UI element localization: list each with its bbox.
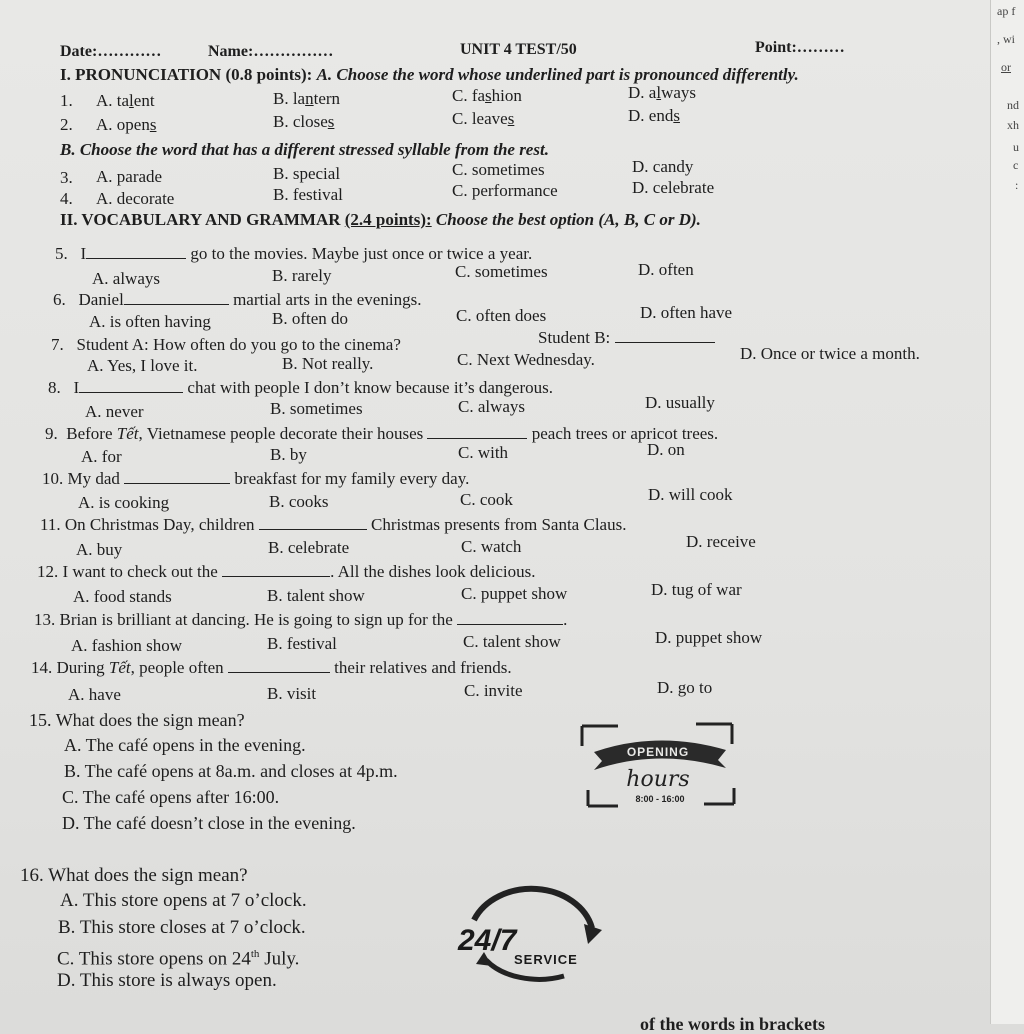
service-text: SERVICE bbox=[514, 952, 578, 967]
question-12-option-d: D. tug of war bbox=[651, 580, 742, 599]
question-6-option-a: A. is often having bbox=[89, 312, 211, 331]
question-15-stem: 15. What does the sign mean? bbox=[29, 710, 245, 730]
question-12-option-b: B. talent show bbox=[267, 586, 365, 605]
question-15-option-d: D. The café doesn’t close in the evening. bbox=[62, 813, 356, 833]
answer-blank bbox=[228, 658, 330, 673]
question-4-option-c: C. performance bbox=[452, 181, 558, 200]
answer-blank bbox=[86, 244, 186, 259]
question-1-option-c: C. fashion bbox=[452, 86, 522, 105]
question-2-number: 2. bbox=[60, 115, 73, 134]
section-2-heading bbox=[60, 210, 701, 230]
question-10-option-a: A. is cooking bbox=[78, 493, 170, 512]
question-3-option-c: C. sometimes bbox=[452, 160, 545, 179]
question-7-student-b: Student B: bbox=[538, 328, 715, 348]
question-9-option-a: A. for bbox=[81, 447, 122, 466]
question-2-option-c: C. leaves bbox=[452, 109, 515, 128]
question-13-option-a: A. fashion show bbox=[71, 636, 182, 655]
twenty-four-seven-text: 24/7 bbox=[458, 924, 517, 957]
question-5-option-b: B. rarely bbox=[272, 266, 332, 285]
question-7-option-c: C. Next Wednesday. bbox=[457, 350, 595, 369]
opening-banner-text: OPENING bbox=[626, 745, 690, 759]
question-15-option-a: A. The café opens in the evening. bbox=[64, 735, 306, 755]
edge-fragment: or bbox=[1001, 60, 1011, 74]
answer-blank bbox=[457, 610, 563, 625]
question-2-option-a: A. opens bbox=[96, 115, 157, 134]
question-10-option-c: C. cook bbox=[460, 490, 513, 509]
question-11-option-b: B. celebrate bbox=[268, 538, 350, 557]
question-2-option-d: D. ends bbox=[628, 106, 680, 125]
question-9-stem: 9. Before Tết, Vietnamese people decorate their houses peach trees or apricot trees. bbox=[45, 424, 719, 443]
section-2-title: II. VOCABULARY AND GRAMMAR bbox=[60, 210, 341, 229]
answer-blank bbox=[124, 469, 230, 484]
question-10-stem: 10. My dad breakfast for my family every day. bbox=[42, 469, 470, 488]
question-16-option-a: A. This store opens at 7 o’clock. bbox=[60, 890, 307, 911]
question-5-option-c: C. sometimes bbox=[455, 262, 548, 281]
question-1-option-a: A. talent bbox=[96, 91, 155, 110]
question-16-option-d: D. This store is always open. bbox=[57, 970, 277, 991]
question-5-option-a: A. always bbox=[92, 269, 160, 288]
question-15-option-c: C. The café opens after 16:00. bbox=[62, 787, 280, 807]
question-3-number: 3. bbox=[60, 168, 73, 187]
question-6-option-c: C. often does bbox=[456, 306, 547, 325]
question-1-option-d: D. always bbox=[628, 83, 697, 102]
question-6-option-d: D. often have bbox=[640, 303, 733, 322]
question-10-option-b: B. cooks bbox=[269, 492, 329, 511]
question-8-stem: 8. I chat with people I don’t know because it’s dangerous. bbox=[48, 378, 553, 397]
question-7-option-d: D. Once or twice a month. bbox=[740, 344, 920, 363]
name-field: Name:…………… bbox=[208, 43, 334, 60]
question-12-stem: 12. I want to check out the . All the dishes look delicious. bbox=[37, 562, 536, 581]
question-14-option-c: C. invite bbox=[464, 681, 523, 700]
answer-blank bbox=[222, 562, 330, 577]
question-4-number: 4. bbox=[60, 189, 73, 208]
hours-times: 8:00 - 16:00 bbox=[635, 794, 685, 804]
section-1-title: I. PRONUNCIATION (0.8 points): bbox=[60, 65, 313, 84]
question-13-option-c: C. talent show bbox=[463, 632, 561, 651]
answer-blank bbox=[259, 515, 367, 530]
question-12-option-c: C. puppet show bbox=[461, 584, 568, 603]
section-1-heading bbox=[60, 65, 799, 85]
question-3-option-a: A. parade bbox=[96, 167, 163, 186]
question-13-stem: 13. Brian is brilliant at dancing. He is going to sign up for the . bbox=[34, 610, 568, 629]
question-8-option-b: B. sometimes bbox=[270, 399, 363, 418]
question-8-option-d: D. usually bbox=[645, 393, 715, 412]
question-3-option-d: D. candy bbox=[632, 157, 694, 176]
edge-fragment: ap f bbox=[997, 4, 1016, 18]
adjacent-page-edge bbox=[990, 0, 1024, 1024]
question-5-option-d: D. often bbox=[638, 260, 694, 279]
question-11-option-c: C. watch bbox=[461, 537, 522, 556]
question-3-option-b: B. special bbox=[273, 164, 341, 183]
question-7-stem: 7. Student A: How often do you go to the cinema? bbox=[51, 335, 401, 354]
question-14-option-a: A. have bbox=[68, 685, 121, 704]
question-7-option-a: A. Yes, I love it. bbox=[87, 356, 198, 375]
answer-blank bbox=[124, 290, 229, 305]
edge-fragment: : bbox=[1015, 178, 1019, 192]
question-5-stem: 5. I go to the movies. Maybe just once or twice a year. bbox=[55, 244, 533, 263]
question-6-stem: 6. Daniel martial arts in the evenings. bbox=[53, 290, 422, 309]
answer-blank bbox=[615, 328, 715, 343]
question-4-option-a: A. decorate bbox=[96, 189, 175, 208]
edge-fragment: c bbox=[1013, 158, 1019, 172]
section-2-points: (2.4 points): bbox=[344, 210, 432, 229]
question-10-option-d: D. will cook bbox=[648, 485, 733, 504]
question-9-option-b: B. by bbox=[270, 445, 307, 464]
question-11-stem: 11. On Christmas Day, children Christmas presents from Santa Claus. bbox=[40, 515, 627, 534]
answer-blank bbox=[427, 424, 527, 439]
question-11-option-d: D. receive bbox=[686, 532, 756, 551]
question-8-option-a: A. never bbox=[85, 402, 144, 421]
part-a-instruction: A. Choose the word whose underlined part is pronounced differently. bbox=[316, 65, 799, 84]
question-13-option-d: D. puppet show bbox=[655, 628, 763, 647]
open-24-7-sign bbox=[452, 880, 612, 990]
part-b-instruction: B. Choose the word that has a different stressed syllable from the rest. bbox=[60, 140, 549, 159]
edge-fragment: , wi bbox=[997, 32, 1015, 46]
question-14-stem: 14. During Tết, people often their relatives and friends. bbox=[31, 658, 512, 677]
question-11-option-a: A. buy bbox=[76, 540, 123, 559]
next-section-fragment: of the words in brackets bbox=[640, 1014, 825, 1034]
section-2-instruction: Choose the best option (A, B, C or D). bbox=[435, 210, 701, 229]
question-2-option-b: B. closes bbox=[273, 112, 335, 131]
edge-fragment: nd bbox=[1007, 98, 1019, 112]
question-16-option-c: C. This store opens on 24th July. bbox=[57, 948, 300, 970]
edge-fragment: u bbox=[1013, 140, 1019, 154]
opening-hours-sign bbox=[578, 720, 738, 812]
question-14-option-d: D. go to bbox=[657, 678, 713, 697]
answer-blank bbox=[79, 378, 183, 393]
question-1-option-b: B. lantern bbox=[273, 89, 341, 108]
question-15-option-b: B. The café opens at 8a.m. and closes at 4p.m. bbox=[64, 761, 398, 781]
question-1-number: 1. bbox=[60, 91, 73, 110]
point-field: Point:……… bbox=[755, 39, 845, 56]
test-title: UNIT 4 TEST/50 bbox=[460, 41, 577, 58]
question-14-option-b: B. visit bbox=[267, 684, 317, 703]
question-9-option-d: D. on bbox=[647, 440, 685, 459]
question-4-option-d: D. celebrate bbox=[632, 178, 715, 197]
question-16-stem: 16. What does the sign mean? bbox=[20, 865, 248, 886]
question-9-option-c: C. with bbox=[458, 443, 509, 462]
edge-fragment: xh bbox=[1007, 118, 1019, 132]
question-4-option-b: B. festival bbox=[273, 185, 343, 204]
question-16-option-b: B. This store closes at 7 o’clock. bbox=[58, 917, 306, 938]
question-7-option-b: B. Not really. bbox=[282, 354, 374, 373]
question-8-option-c: C. always bbox=[458, 397, 526, 416]
date-field: Date:………… bbox=[60, 43, 162, 60]
hours-word: hours bbox=[626, 767, 690, 792]
question-13-option-b: B. festival bbox=[267, 634, 337, 653]
question-6-option-b: B. often do bbox=[272, 309, 349, 328]
question-12-option-a: A. food stands bbox=[73, 587, 172, 606]
